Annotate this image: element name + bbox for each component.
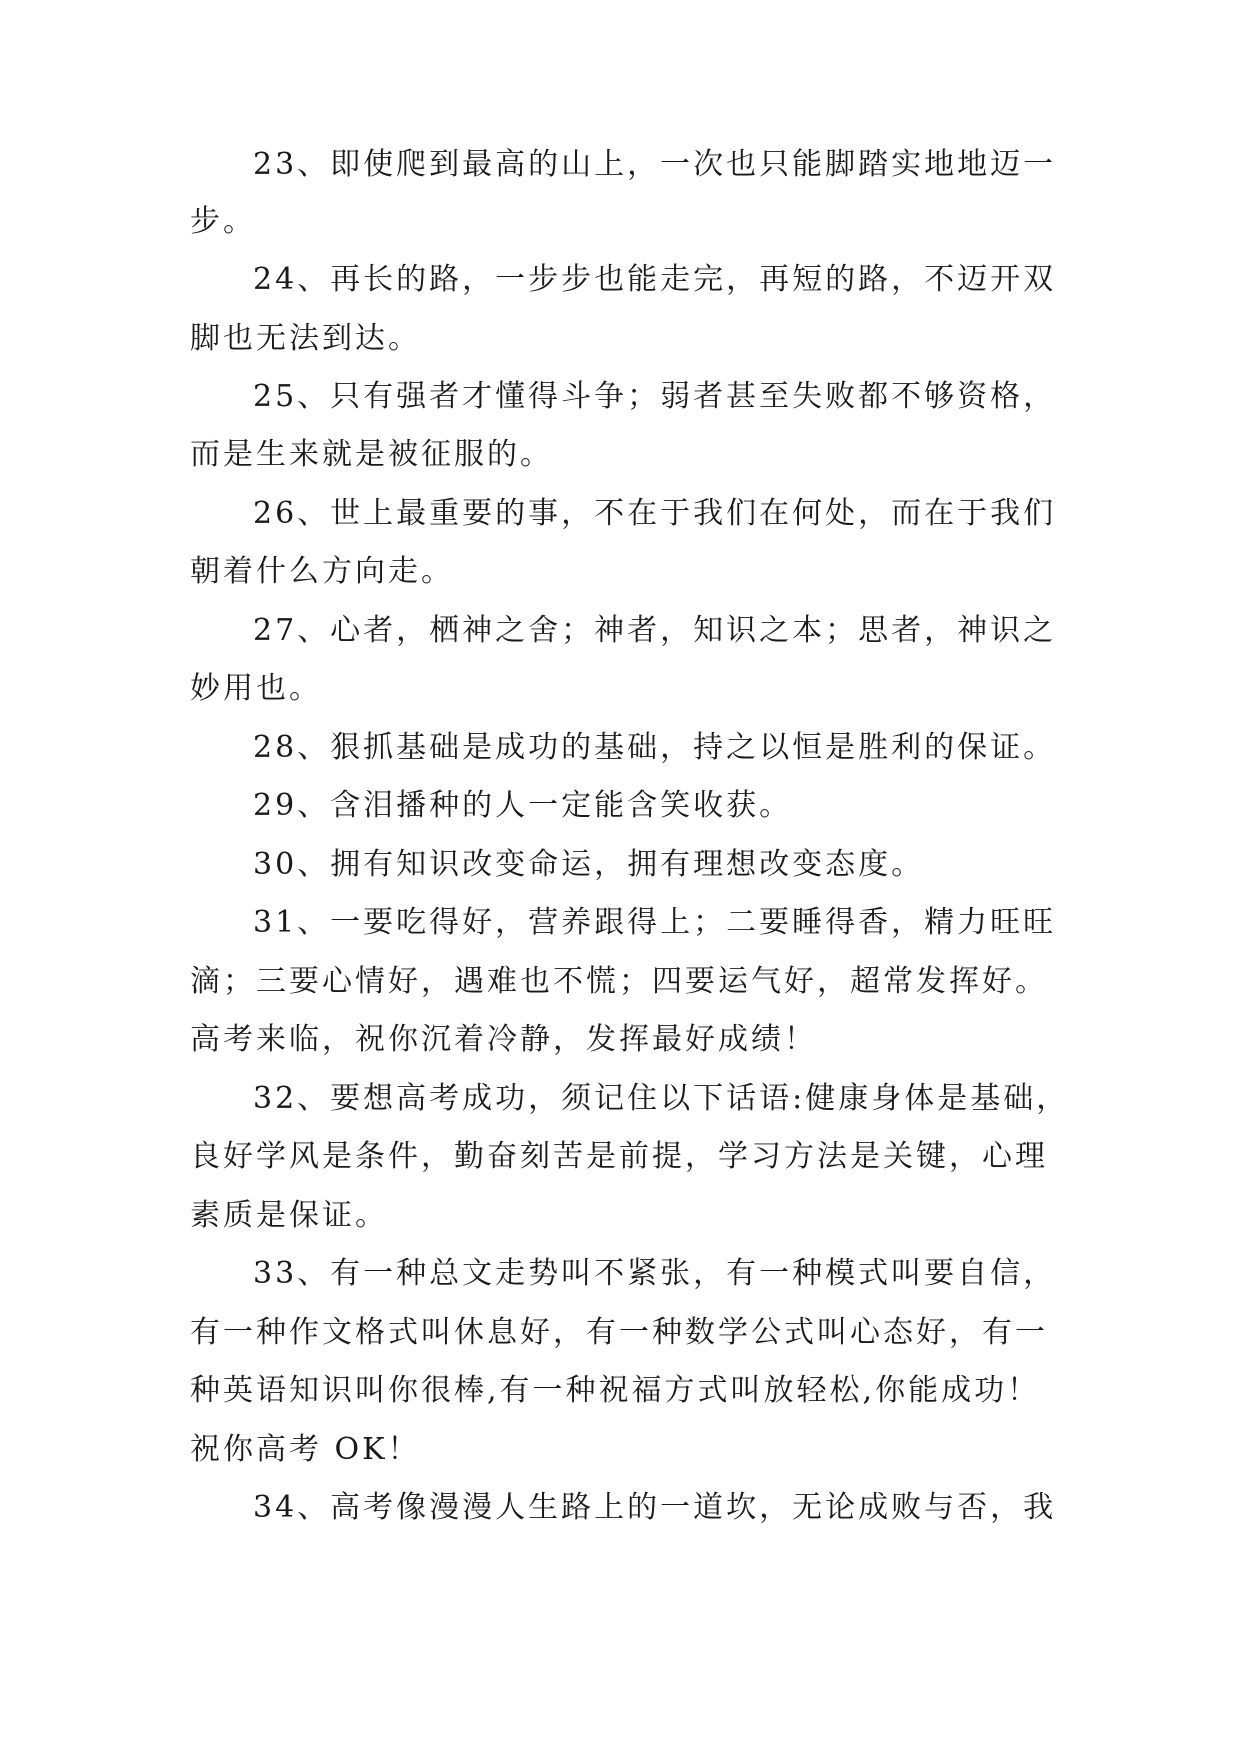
- text-line: 28、狠抓基础是成功的基础，持之以恒是胜利的保证。: [253, 730, 1057, 765]
- text-line: 24、再长的路，一步步也能走完，再短的路，不迈开双: [253, 262, 1057, 297]
- text-line: 滴；三要心情好，遇难也不慌；四要运气好，超常发挥好。: [190, 964, 1048, 999]
- text-line: 步。: [190, 204, 256, 239]
- text-line: 29、含泪播种的人一定能含笑收获。: [253, 788, 793, 823]
- text-line: 30、拥有知识改变命运，拥有理想改变态度。: [253, 847, 925, 882]
- text-line: 良好学风是条件，勤奋刻苦是前提，学习方法是关键，心理: [190, 1139, 1048, 1174]
- text-line: 33、有一种总文走势叫不紧张，有一种模式叫要自信，: [253, 1256, 1057, 1291]
- text-line: 25、只有强者才懂得斗争；弱者甚至失败都不够资格，: [253, 379, 1057, 414]
- text-line: 有一种作文格式叫休息好，有一种数学公式叫心态好，有一: [190, 1315, 1048, 1350]
- text-line: 祝你高考 OK！: [190, 1432, 421, 1467]
- text-line: 种英语知识叫你很棒,有一种祝福方式叫放轻松,你能成功！: [190, 1373, 1041, 1408]
- text-line: 高考来临，祝你沉着冷静，发挥最好成绩！: [190, 1022, 817, 1057]
- text-line: 26、世上最重要的事，不在于我们在何处，而在于我们: [253, 496, 1057, 531]
- text-line: 27、心者，栖神之舍；神者，知识之本；思者，神识之: [253, 613, 1057, 648]
- text-line: 34、高考像漫漫人生路上的一道坎，无论成败与否，我: [253, 1490, 1057, 1525]
- text-line: 31、一要吃得好，营养跟得上；二要睡得香，精力旺旺: [253, 905, 1057, 940]
- text-line: 妙用也。: [190, 671, 322, 706]
- text-line: 朝着什么方向走。: [190, 554, 454, 589]
- text-line: 23、即使爬到最高的山上，一次也只能脚踏实地地迈一: [253, 147, 1057, 182]
- text-line: 32、要想高考成功，须记住以下话语:健康身体是基础，: [253, 1081, 1070, 1116]
- text-line: 脚也无法到达。: [190, 321, 421, 356]
- text-line: 素质是保证。: [190, 1198, 388, 1233]
- text-line: 而是生来就是被征服的。: [190, 437, 553, 472]
